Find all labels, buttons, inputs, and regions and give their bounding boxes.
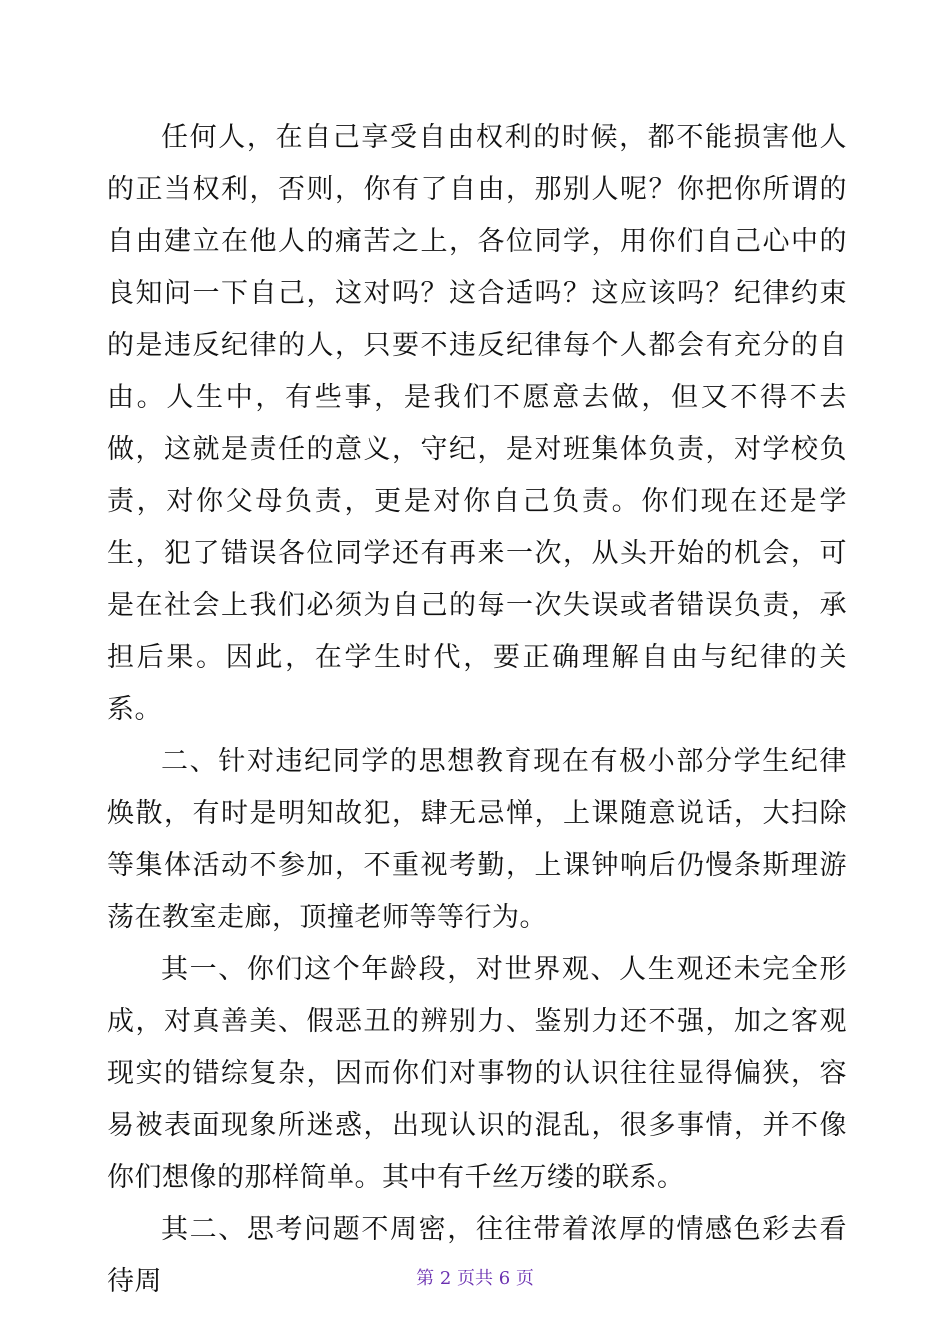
- paragraph-3: 其一、你们这个年龄段，对世界观、人生观还未完全形成，对真善美、假恶丑的辨别力、鉴别力还不强，加之客观现实的错综复杂，因而你们对事物的认识往往显得偏狭，容易被表面现象所迷惑，出现认识的混乱，很多事情，并不像你们想像的那样简单。其中有千丝万缕的联系。: [107, 954, 847, 1193]
- document-body: [107, 112, 847, 1308]
- paragraph-4: 其二、思考问题不周密，往往带着浓厚的情感色彩去看待周: [107, 1214, 847, 1297]
- paragraph-1: 任何人，在自己享受自由权利的时候，都不能损害他人的正当权利，否则，你有了自由，那别人呢？你把你所谓的自由建立在他人的痛苦之上，各位同学，用你们自己心中的良知问一下自己，这对吗？这合适吗？这应该吗？纪律约束的是违反纪律的人，只要不违反纪律每个人都会有充分的自由。人生中，有些事，是我们不愿意去做，但又不得不去做，这就是责任的意义，守纪，是对班集体负责，对学校负责，对你父母负责，更是对你自己负责。你们现在还是学生，犯了错误各位同学还有再来一次，从头开始的机会，可是在社会上我们必须为自己的每一次失误或者错误负责，承担后果。因此，在学生时代，要正确理解自由与纪律的关系。: [107, 122, 847, 725]
- page-number-footer: 第 2 页共 6 页: [416, 1268, 534, 1289]
- paragraph-2: 二、针对违纪同学的思想教育现在有极小部分学生纪律焕散，有时是明知故犯，肆无忌惮，上课随意说话，大扫除等集体活动不参加，不重视考勤，上课钟响后仍慢条斯理游荡在教室走廊，顶撞老师等等行为。: [107, 746, 847, 933]
